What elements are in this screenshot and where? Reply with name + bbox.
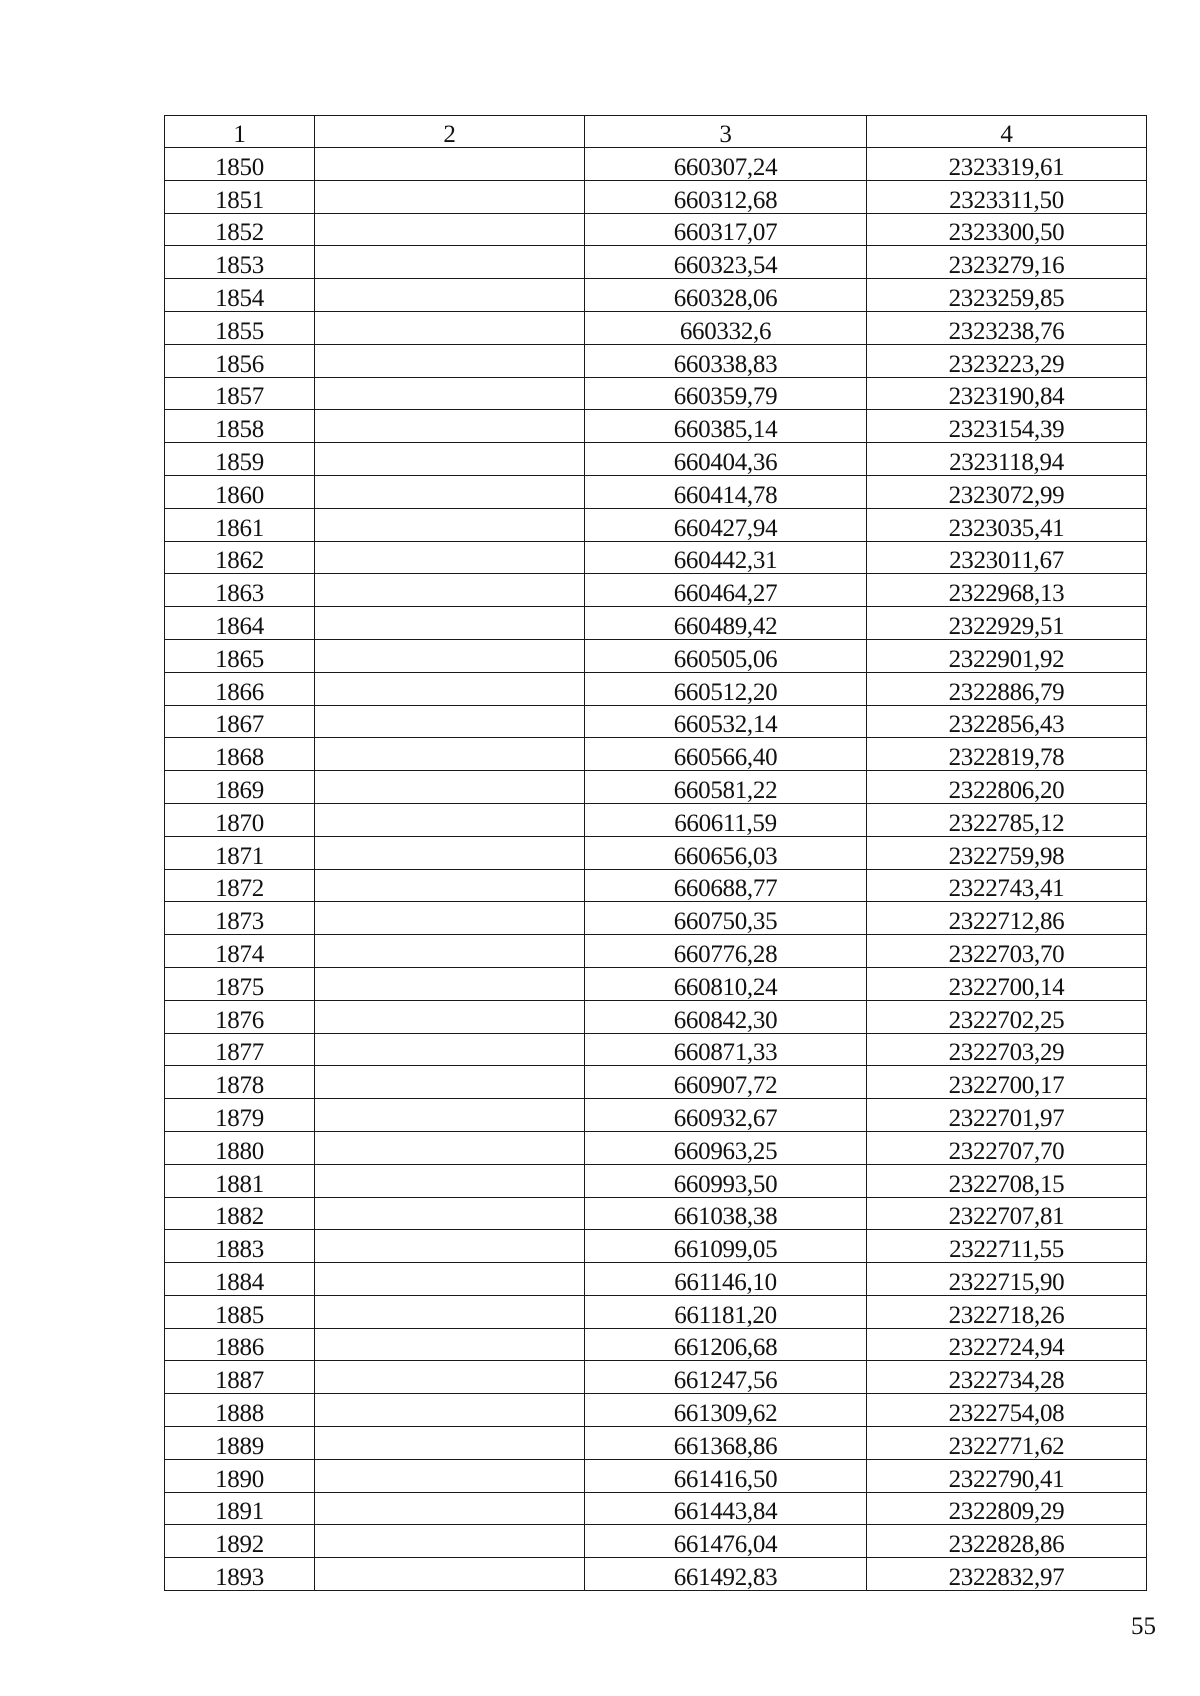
table-row (165, 508, 1147, 541)
table-row (165, 1328, 1147, 1361)
point-number-cell: 1868 (165, 738, 315, 771)
x-coordinate-cell: 660312,68 (585, 180, 867, 213)
x-coordinate-cell: 660993,50 (585, 1164, 867, 1197)
empty-cell (315, 869, 585, 902)
table-header-row (165, 116, 1147, 148)
x-coordinate-cell: 661146,10 (585, 1263, 867, 1296)
point-number-cell: 1864 (165, 607, 315, 640)
x-coordinate-cell: 660963,25 (585, 1131, 867, 1164)
x-coordinate-cell: 660427,94 (585, 508, 867, 541)
table-row (165, 1427, 1147, 1460)
empty-cell (315, 1492, 585, 1525)
x-coordinate-cell: 661443,84 (585, 1492, 867, 1525)
empty-cell (315, 1525, 585, 1558)
y-coordinate-cell: 2322700,14 (867, 967, 1147, 1000)
y-coordinate-cell: 2323035,41 (867, 508, 1147, 541)
table-row (165, 311, 1147, 344)
x-coordinate-cell: 660317,07 (585, 213, 867, 246)
table-row (165, 377, 1147, 410)
x-coordinate-cell: 660842,30 (585, 1000, 867, 1033)
x-coordinate-cell: 661206,68 (585, 1328, 867, 1361)
empty-cell (315, 1230, 585, 1263)
column-header-1: 1 (165, 116, 315, 148)
point-number-cell: 1870 (165, 803, 315, 836)
y-coordinate-cell: 2322700,17 (867, 1066, 1147, 1099)
x-coordinate-cell: 660932,67 (585, 1099, 867, 1132)
point-number-cell: 1881 (165, 1164, 315, 1197)
y-coordinate-cell: 2322886,79 (867, 672, 1147, 705)
table-row (165, 803, 1147, 836)
y-coordinate-cell: 2322703,29 (867, 1033, 1147, 1066)
x-coordinate-cell: 660323,54 (585, 246, 867, 279)
table-row (165, 738, 1147, 771)
empty-cell (315, 443, 585, 476)
point-number-cell: 1892 (165, 1525, 315, 1558)
y-coordinate-cell: 2322806,20 (867, 771, 1147, 804)
y-coordinate-cell: 2322771,62 (867, 1427, 1147, 1460)
x-coordinate-cell: 660512,20 (585, 672, 867, 705)
y-coordinate-cell: 2323154,39 (867, 410, 1147, 443)
table-row (165, 410, 1147, 443)
point-number-cell: 1861 (165, 508, 315, 541)
column-header-2: 2 (315, 116, 585, 148)
point-number-cell: 1879 (165, 1099, 315, 1132)
empty-cell (315, 639, 585, 672)
empty-cell (315, 1459, 585, 1492)
table-row (165, 771, 1147, 804)
x-coordinate-cell: 660414,78 (585, 475, 867, 508)
x-coordinate-cell: 661476,04 (585, 1525, 867, 1558)
empty-cell (315, 1099, 585, 1132)
empty-cell (315, 148, 585, 181)
coordinates-table-container (164, 115, 1146, 1591)
table-row (165, 148, 1147, 181)
point-number-cell: 1890 (165, 1459, 315, 1492)
table-row (165, 836, 1147, 869)
table-row (165, 1131, 1147, 1164)
table-row (165, 672, 1147, 705)
x-coordinate-cell: 660656,03 (585, 836, 867, 869)
empty-cell (315, 1033, 585, 1066)
x-coordinate-cell: 660385,14 (585, 410, 867, 443)
x-coordinate-cell: 661492,83 (585, 1558, 867, 1591)
table-row (165, 1066, 1147, 1099)
empty-cell (315, 1328, 585, 1361)
empty-cell (315, 410, 585, 443)
y-coordinate-cell: 2323190,84 (867, 377, 1147, 410)
empty-cell (315, 1164, 585, 1197)
table-row (165, 902, 1147, 935)
x-coordinate-cell: 660505,06 (585, 639, 867, 672)
empty-cell (315, 836, 585, 869)
table-row (165, 1230, 1147, 1263)
y-coordinate-cell: 2322702,25 (867, 1000, 1147, 1033)
y-coordinate-cell: 2322707,70 (867, 1131, 1147, 1164)
empty-cell (315, 377, 585, 410)
empty-cell (315, 344, 585, 377)
empty-cell (315, 1197, 585, 1230)
point-number-cell: 1885 (165, 1295, 315, 1328)
table-row (165, 344, 1147, 377)
y-coordinate-cell: 2322707,81 (867, 1197, 1147, 1230)
point-number-cell: 1878 (165, 1066, 315, 1099)
point-number-cell: 1850 (165, 148, 315, 181)
empty-cell (315, 672, 585, 705)
y-coordinate-cell: 2322790,41 (867, 1459, 1147, 1492)
x-coordinate-cell: 660464,27 (585, 574, 867, 607)
point-number-cell: 1871 (165, 836, 315, 869)
x-coordinate-cell: 661181,20 (585, 1295, 867, 1328)
point-number-cell: 1872 (165, 869, 315, 902)
point-number-cell: 1880 (165, 1131, 315, 1164)
y-coordinate-cell: 2322718,26 (867, 1295, 1147, 1328)
point-number-cell: 1877 (165, 1033, 315, 1066)
y-coordinate-cell: 2322754,08 (867, 1394, 1147, 1427)
point-number-cell: 1862 (165, 541, 315, 574)
y-coordinate-cell: 2323311,50 (867, 180, 1147, 213)
y-coordinate-cell: 2323238,76 (867, 311, 1147, 344)
table-row (165, 1558, 1147, 1591)
y-coordinate-cell: 2322743,41 (867, 869, 1147, 902)
point-number-cell: 1875 (165, 967, 315, 1000)
y-coordinate-cell: 2323300,50 (867, 213, 1147, 246)
table-row (165, 1295, 1147, 1328)
table-row (165, 967, 1147, 1000)
x-coordinate-cell: 660750,35 (585, 902, 867, 935)
point-number-cell: 1866 (165, 672, 315, 705)
table-row (165, 1361, 1147, 1394)
column-header-4: 4 (867, 116, 1147, 148)
table-row (165, 180, 1147, 213)
x-coordinate-cell: 660566,40 (585, 738, 867, 771)
table-row (165, 1394, 1147, 1427)
point-number-cell: 1859 (165, 443, 315, 476)
y-coordinate-cell: 2322703,70 (867, 935, 1147, 968)
empty-cell (315, 738, 585, 771)
point-number-cell: 1869 (165, 771, 315, 804)
point-number-cell: 1860 (165, 475, 315, 508)
point-number-cell: 1858 (165, 410, 315, 443)
x-coordinate-cell: 661309,62 (585, 1394, 867, 1427)
y-coordinate-cell: 2322701,97 (867, 1099, 1147, 1132)
x-coordinate-cell: 661247,56 (585, 1361, 867, 1394)
point-number-cell: 1851 (165, 180, 315, 213)
table-row (165, 574, 1147, 607)
empty-cell (315, 803, 585, 836)
table-row (165, 213, 1147, 246)
y-coordinate-cell: 2322856,43 (867, 705, 1147, 738)
x-coordinate-cell: 660688,77 (585, 869, 867, 902)
y-coordinate-cell: 2323279,16 (867, 246, 1147, 279)
x-coordinate-cell: 660581,22 (585, 771, 867, 804)
point-number-cell: 1891 (165, 1492, 315, 1525)
empty-cell (315, 1131, 585, 1164)
empty-cell (315, 213, 585, 246)
table-row (165, 279, 1147, 312)
point-number-cell: 1853 (165, 246, 315, 279)
x-coordinate-cell: 660359,79 (585, 377, 867, 410)
y-coordinate-cell: 2323118,94 (867, 443, 1147, 476)
y-coordinate-cell: 2322929,51 (867, 607, 1147, 640)
empty-cell (315, 475, 585, 508)
x-coordinate-cell: 661416,50 (585, 1459, 867, 1492)
x-coordinate-cell: 660776,28 (585, 935, 867, 968)
x-coordinate-cell: 660532,14 (585, 705, 867, 738)
empty-cell (315, 935, 585, 968)
page-number: 55 (1131, 1613, 1156, 1640)
table-row (165, 869, 1147, 902)
point-number-cell: 1855 (165, 311, 315, 344)
x-coordinate-cell: 660328,06 (585, 279, 867, 312)
table-row (165, 246, 1147, 279)
x-coordinate-cell: 660442,31 (585, 541, 867, 574)
table-row (165, 607, 1147, 640)
x-coordinate-cell: 660307,24 (585, 148, 867, 181)
point-number-cell: 1863 (165, 574, 315, 607)
point-number-cell: 1854 (165, 279, 315, 312)
table-row (165, 705, 1147, 738)
point-number-cell: 1857 (165, 377, 315, 410)
empty-cell (315, 1263, 585, 1296)
table-row (165, 475, 1147, 508)
point-number-cell: 1874 (165, 935, 315, 968)
y-coordinate-cell: 2322901,92 (867, 639, 1147, 672)
x-coordinate-cell: 660907,72 (585, 1066, 867, 1099)
point-number-cell: 1893 (165, 1558, 315, 1591)
point-number-cell: 1889 (165, 1427, 315, 1460)
empty-cell (315, 246, 585, 279)
point-number-cell: 1856 (165, 344, 315, 377)
y-coordinate-cell: 2322809,29 (867, 1492, 1147, 1525)
y-coordinate-cell: 2322785,12 (867, 803, 1147, 836)
table-row (165, 1525, 1147, 1558)
table-row (165, 1197, 1147, 1230)
empty-cell (315, 1394, 585, 1427)
point-number-cell: 1876 (165, 1000, 315, 1033)
empty-cell (315, 705, 585, 738)
y-coordinate-cell: 2322724,94 (867, 1328, 1147, 1361)
column-header-3: 3 (585, 116, 867, 148)
point-number-cell: 1873 (165, 902, 315, 935)
table-row (165, 639, 1147, 672)
x-coordinate-cell: 660338,83 (585, 344, 867, 377)
empty-cell (315, 607, 585, 640)
table-row (165, 443, 1147, 476)
empty-cell (315, 279, 585, 312)
empty-cell (315, 1295, 585, 1328)
point-number-cell: 1867 (165, 705, 315, 738)
empty-cell (315, 311, 585, 344)
y-coordinate-cell: 2322828,86 (867, 1525, 1147, 1558)
y-coordinate-cell: 2323072,99 (867, 475, 1147, 508)
table-row (165, 1164, 1147, 1197)
point-number-cell: 1883 (165, 1230, 315, 1263)
y-coordinate-cell: 2323223,29 (867, 344, 1147, 377)
y-coordinate-cell: 2322712,86 (867, 902, 1147, 935)
table-row (165, 1099, 1147, 1132)
table-row (165, 1000, 1147, 1033)
y-coordinate-cell: 2322832,97 (867, 1558, 1147, 1591)
table-row (165, 1263, 1147, 1296)
table-body (165, 148, 1147, 1591)
y-coordinate-cell: 2322759,98 (867, 836, 1147, 869)
x-coordinate-cell: 660404,36 (585, 443, 867, 476)
empty-cell (315, 967, 585, 1000)
point-number-cell: 1865 (165, 639, 315, 672)
point-number-cell: 1886 (165, 1328, 315, 1361)
empty-cell (315, 1361, 585, 1394)
point-number-cell: 1884 (165, 1263, 315, 1296)
x-coordinate-cell: 660871,33 (585, 1033, 867, 1066)
table-row (165, 1459, 1147, 1492)
y-coordinate-cell: 2323319,61 (867, 148, 1147, 181)
table-row (165, 541, 1147, 574)
table-row (165, 935, 1147, 968)
empty-cell (315, 1427, 585, 1460)
empty-cell (315, 574, 585, 607)
x-coordinate-cell: 660810,24 (585, 967, 867, 1000)
empty-cell (315, 902, 585, 935)
y-coordinate-cell: 2322711,55 (867, 1230, 1147, 1263)
y-coordinate-cell: 2322715,90 (867, 1263, 1147, 1296)
y-coordinate-cell: 2322819,78 (867, 738, 1147, 771)
x-coordinate-cell: 661099,05 (585, 1230, 867, 1263)
empty-cell (315, 180, 585, 213)
y-coordinate-cell: 2323259,85 (867, 279, 1147, 312)
table-row (165, 1033, 1147, 1066)
empty-cell (315, 1558, 585, 1591)
y-coordinate-cell: 2322734,28 (867, 1361, 1147, 1394)
point-number-cell: 1882 (165, 1197, 315, 1230)
x-coordinate-cell: 660332,6 (585, 311, 867, 344)
point-number-cell: 1888 (165, 1394, 315, 1427)
empty-cell (315, 508, 585, 541)
x-coordinate-cell: 661368,86 (585, 1427, 867, 1460)
coordinates-table (164, 115, 1147, 1591)
y-coordinate-cell: 2322708,15 (867, 1164, 1147, 1197)
x-coordinate-cell: 660611,59 (585, 803, 867, 836)
table-row (165, 1492, 1147, 1525)
y-coordinate-cell: 2322968,13 (867, 574, 1147, 607)
empty-cell (315, 771, 585, 804)
point-number-cell: 1887 (165, 1361, 315, 1394)
x-coordinate-cell: 660489,42 (585, 607, 867, 640)
empty-cell (315, 1066, 585, 1099)
empty-cell (315, 541, 585, 574)
point-number-cell: 1852 (165, 213, 315, 246)
empty-cell (315, 1000, 585, 1033)
y-coordinate-cell: 2323011,67 (867, 541, 1147, 574)
x-coordinate-cell: 661038,38 (585, 1197, 867, 1230)
